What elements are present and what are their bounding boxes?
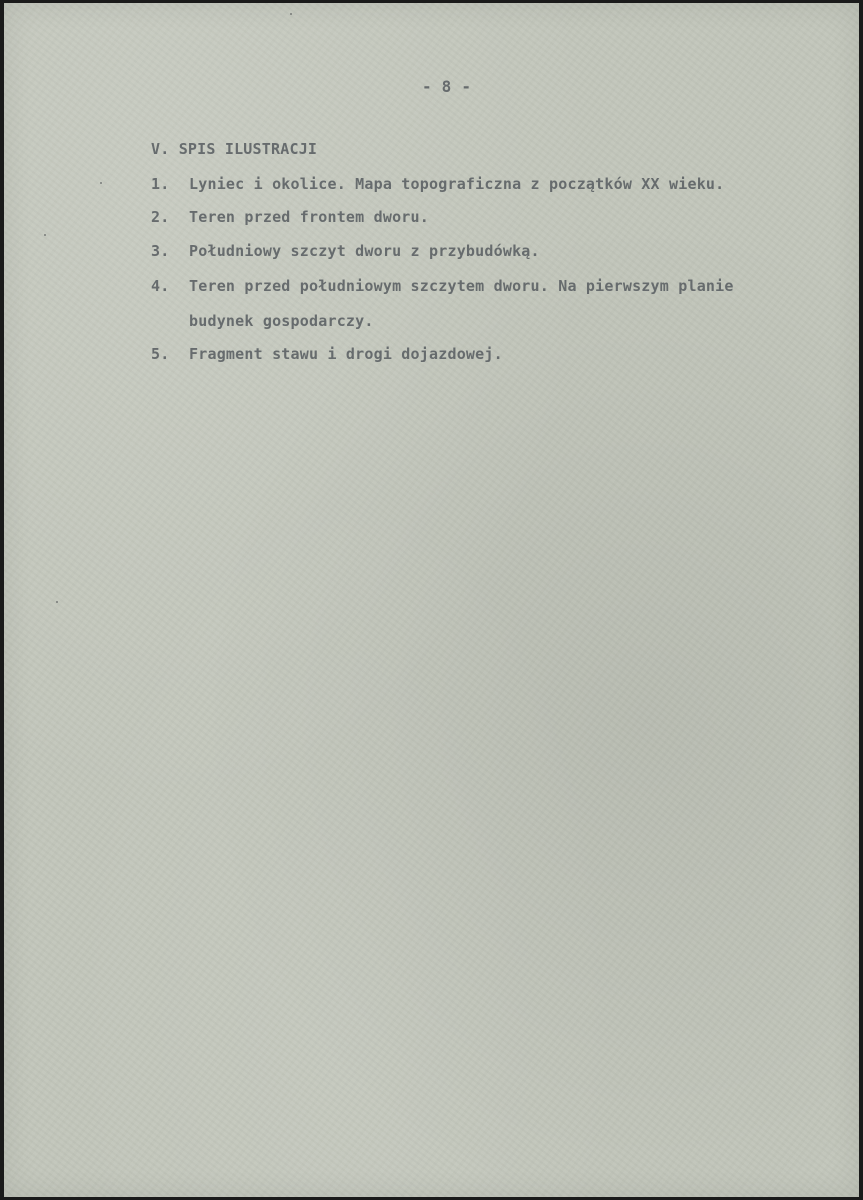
paper-speck <box>56 601 58 603</box>
page-number: - 8 - <box>422 77 472 96</box>
section-heading: V. SPIS ILUSTRACJI <box>151 140 318 158</box>
list-item-number: 4. <box>151 277 170 295</box>
list-item-text: Lyniec i okolice. Mapa topograficzna z początków XX wieku. <box>189 175 725 193</box>
list-item-text: Teren przed frontem dworu. <box>189 208 429 226</box>
list-item-number: 1. <box>151 175 170 193</box>
list-item-number: 5. <box>151 345 170 363</box>
paper-speck <box>290 13 292 15</box>
list-item-number: 2. <box>151 208 170 226</box>
list-item <box>151 345 503 363</box>
list-item-continuation: budynek gospodarczy. <box>189 312 374 330</box>
list-item <box>151 242 540 260</box>
list-item-text: Teren przed południowym szczytem dworu. Na pierwszym planie <box>189 277 734 295</box>
paper-speck <box>44 234 46 236</box>
list-item-number: 3. <box>151 242 170 260</box>
list-item-text: Południowy szczyt dworu z przybudówką. <box>189 242 540 260</box>
paper-speck <box>100 182 102 184</box>
list-item <box>151 175 724 193</box>
list-item-text: Fragment stawu i drogi dojazdowej. <box>189 345 503 363</box>
list-item <box>151 208 429 226</box>
document-page <box>4 3 859 1197</box>
list-item <box>151 277 734 295</box>
